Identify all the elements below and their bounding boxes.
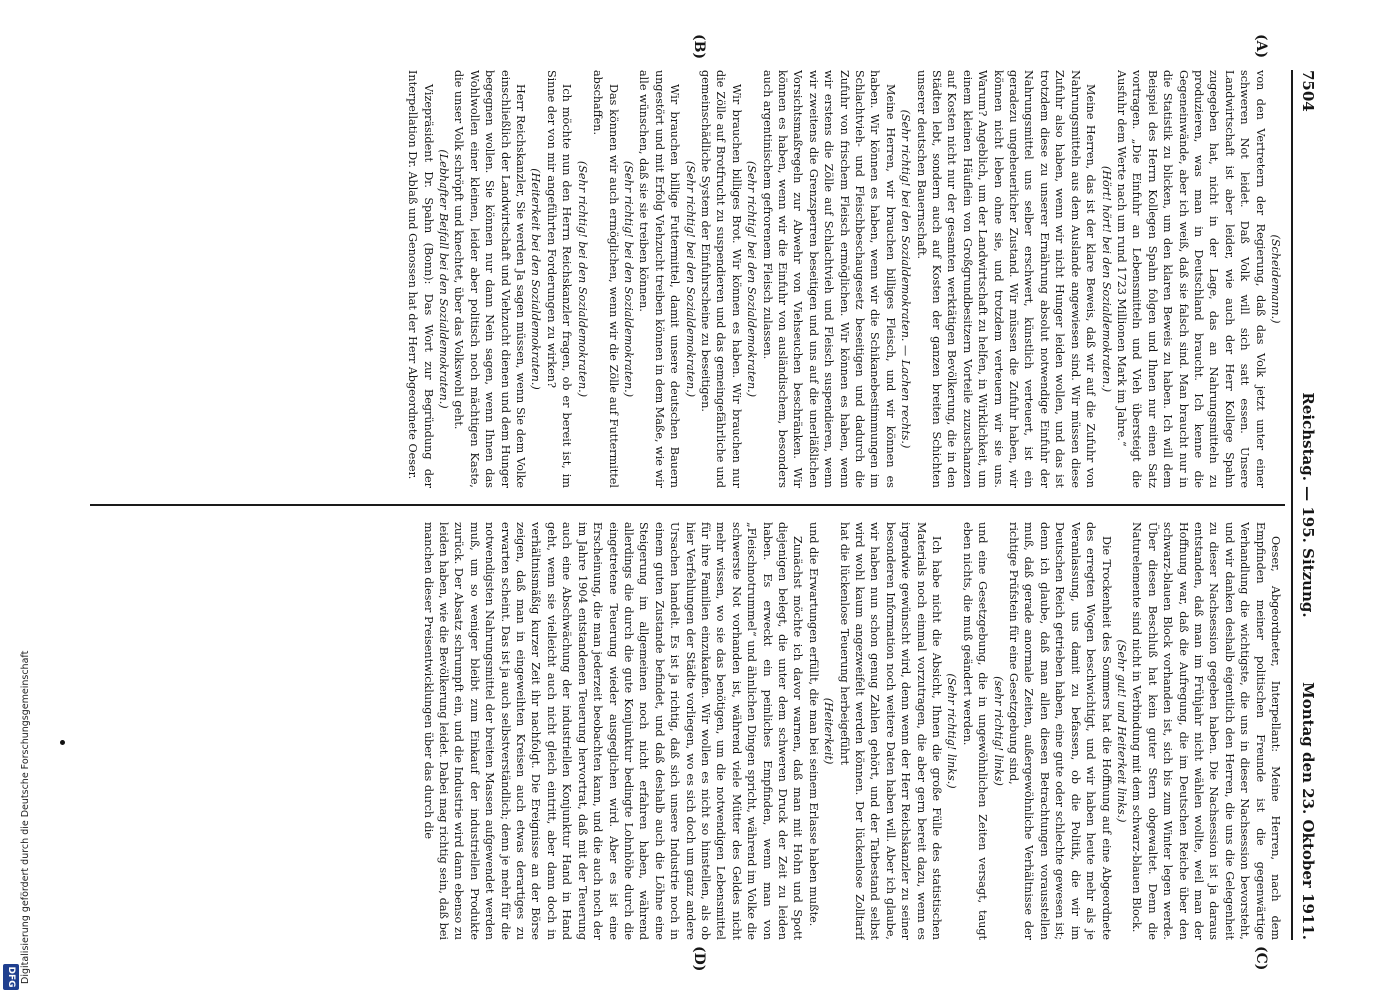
paragraph: Meine Herren, das ist der klare Beweis, daß wir auf die Zufuhr von Nahrungsmitteln aus dem Auslande angewiesen sind. Wir müssen diese Zufuhr also haben, wenn wir nicht Hunger leiden wollen, und das ist trotzdem diese zu unserer Ernährung absolut notwendige Einfuhr der Nahrungsmittel uns selber erschwert, künstlich verteuert, ist ein geradezu ungeheuerlicher Zustand. Wir müssen die Zufuhr haben, wir können nicht leben ohne sie, und trotzdem verteuern wir sie uns. Warum? Angeblich, um der Landwirtschaft zu helfen, in Wirklichkeit, um einem kleinen Häuflein von Großgrundbesitzern Vorteile zuzuschanzen auf Kosten nicht nur der gesamten werktätigen Bevölkerung, die in den Städten lebt, sondern auch auf Kosten der ganzen breiten Schichten unserer deutschen Bauernschaft. (914, 70, 1098, 488)
page-header (1293, 70, 1323, 940)
paragraph: Ich habe nicht die Absicht, Ihnen die große Fülle des statistischen Materials noch einmal vorzutragen, die aber gern bereit dazu, wenn es irgendwie gewünscht wird, denn wenn der Herr Reichskanzler zu seiner besonderen Information noch weitere Daten haben will. Aber ich glaube, wir haben nun schon genug Zahlen gehört, und der Tatbestand selbst wird wohl kaum angezweifelt werden können. Der lückenlose Zolltarif hat die lückenlose Teuerung herbeigeführt (837, 522, 944, 940)
paragraph: Vizepräsident Dr. Spahn (Bonn): Das Wort zur Begründung der Interpellation Dr. Ablaß und Genossen hat der Herr Abgeordnete Oeser. (406, 70, 435, 488)
right-column (93, 522, 1283, 940)
document-sheet (85, 34, 1323, 972)
interjection: (Lebhafter Beifall bei den Sozialdemokraten.) (437, 149, 451, 409)
margin-mark-b: (B) (691, 34, 707, 60)
interjection: (Sehr richtig! bei den Sozialdemokraten.) (745, 160, 759, 398)
paragraph: und eine Gesetzgebung, die in ungewöhnlichen Zeiten versagt, taugt eben nichts, die muß geändert werden. (960, 522, 990, 940)
interjection: (Sehr richtig! bei den Sozialdemokraten.) (621, 160, 635, 398)
interjection: (Heiterkeit bei den Sozialdemokraten.) (529, 168, 543, 390)
left-column (93, 70, 1283, 488)
paragraph: Das können wir auch ermöglichen, wenn wir die Zölle auf Futtermittel abschaffen. (591, 70, 620, 488)
page-number: 7504 (1299, 70, 1317, 112)
interjection: (sehr richtig! links) (991, 676, 1005, 786)
paragraph: und die Erwartungen erfüllt, die man bei seinem Erlasse haben mußte. (806, 522, 820, 927)
session-date: Montag den 23. Oktober 1911. (1299, 682, 1317, 940)
paragraph: Die Trockenheit des Sommers hat die Hoffnung auf eine Abgeordnete des erregten Wogen beschwichtigt, und wir haben heute mehr als je Veranlassung, uns damit zu befassen, ob die Politik, die wir im Deutschen Reich getrieben haben, eine gute oder schlechte gewesen ist; denn ich glaube, daß man allen diesen Betrachtungen vorausstellen muß, daß gerade anormale Zeiten, außergewöhnliche Verhältnisse der richtige Prüfstein für eine Gesetzgebung sind, (1007, 522, 1113, 940)
paragraph: von den Vertretern der Regierung, daß das Volk jetzt unter einer schweren Not leidet. Daß Volk will sich satt essen. Unsere Landwirtschaft ist aber leider, wie auch der Herr Kollege Spahn zugegeben hat, nicht in der Lage, das an Nahrungsmitteln zu produzieren, was man in Deutschland braucht. Ich kenne die Gegeneinwände, aber ich weiß, daß sie falsch sind. Man braucht nur in die Statistik zu blicken, um den klaren Beweis zu haben. Ich will dem Beispiel des Herrn Kollegen Spahn folgen und Ihnen nur einen Satz vortragen. „Die Einfuhr an Lebensmitteln und Vieh übersteigt die Ausfuhr dem Werte nach um rund 1723 Millionen Mark im Jahre.“ (1114, 70, 1267, 488)
margin-mark-a: (A) (1253, 34, 1269, 59)
paragraph: Herr Reichskanzler, Sie werden Ja sagen müssen, wenn Sie dem Volke einschließlich der Landwirtschaft und Viehzucht dienen und dem Hunger begegnen wollen. Sie können nur dann Nein sagen, wenn Ihnen das Wohlwollen einer kleinen, leider aber politisch noch mächtigen Kaste, die unser Volk schröpft und knechtet, über das Volkswohl geht. (452, 70, 528, 488)
interjection: (Sehr gut! und Heiterkeit links.) (1114, 639, 1128, 823)
margin-mark-d: (D) (691, 946, 707, 972)
margin-mark-c: (C) (1253, 946, 1269, 971)
paragraph: Ich möchte nun den Herrn Reichskanzler fragen, ob er bereit ist, im Sinne der von mir angeführten Forderungen zu wirken? (544, 70, 574, 488)
header-rule (1291, 70, 1293, 940)
interjection: (Sehr richtig! bei den Sozialdemokraten.) (575, 160, 589, 398)
paragraph: Oeser, Abgeordneter, Interpellant: Meine Herren, nach dem Empfinden meiner politischen Freunde ist die gegenwärtige Verhandlung die wichtigste, die uns in dieser Nachsession bevorsteht, und wir danken deshalb eigentlich den Herren, die uns die Gelegenheit zu dieser Nachsession gegeben haben. Die Nachsession ist ja daraus entstanden, daß man im Frühjahr nicht wählen wollte, weil man der Hoffnung war, daß die Aufregung, die im Deutschen Reiche über den schwarz-blauen Block vorhanden ist, sich bis zum Winter legen werde. Über diesen Beschluß hat kein guter Stern obgewaltet. Denn die Naturelemente sind nicht in Verbindung mit dem schwarz-blauen Block. (1130, 522, 1282, 940)
interjection: (Sehr richtig! links.) (945, 673, 959, 789)
interjection: (Hört! hört! bei den Sozialdemokraten.) (1099, 165, 1113, 393)
interjection: (Heiterkeit) (822, 697, 836, 765)
paragraph: Zunächst möchte ich davor warnen, daß man mit Hohn und Spott diejenigen belegt, die unter dem schweren Druck der Zeit zu leiden haben. Es erweckt ein peinliches Empfinden, wenn man von „Fleischnotrummel“ und ähnlichen Dingen spricht, während im Volke die schwerste Not vorhanden ist, während viele Mütter des Geldes nicht mehr wissen, wo sie das benötigen, um die notwendigen Lebensmittel für ihre Familien einzukaufen. Wir wollen es nicht so hinstellen, als ob hier Verfehlungen der Städte vorliegen, wo es sich doch um ganz andere Ursachen handelt. Es ist ja richtig, daß sich unsere Industrie noch in einem guten Zustande befindet, und daß deshalb auch die Löhne eine Steigerung im allgemeinen noch nicht erfahren haben, während allerdings die durch die gute Konjunktur bedingte Lohnhöhe durch die eingetretene Teuerung wieder ausgeglichen wird. Aber es ist eine Erscheinung, die man jederzeit beobachten kann, und die auch noch der im Jahre 1904 entstandenen Teuerung hervortrat, daß mit der Teuerung auch eine Abschwächung der industriellen Konjunktur Hand in Hand geht, wenn sie vielleicht auch nicht gleich eintritt, aber dann doch in verhältnismäßig kurzer Zeit ihr nachfolgt. Die Ereignisse an der Börse zeigen, daß man in eingeweihten Kreisen auch etwas derartiges zu erwarten scheint. Das ist ja auch selbstverständlich; denn je mehr für die notwendigsten Nahrungsmittel der breiten Massen aufgewendet werden muß, um so weniger bleibt zum Einkauf der industriellen Produkte zurück. Der Absatz schrumpft ein, und die Industrie wird dann ebenso zu leiden haben, wie die Bevölkerung leidet. Dabei mag richtig sein, daß bei manchen dieser Preisentwicklungen über das durch die (421, 522, 805, 940)
interjection: (Sehr richtig! bei den Sozialdemokraten. — Lachen rechts.) (899, 109, 913, 449)
dfg-logo-text: DFG (6, 966, 16, 988)
digitization-credit-text: Digitalisierung gefördert durch die Deutsche Forschungsgemeinschaft (20, 650, 31, 984)
speaker-continuation: (Scheidemann.) (1269, 234, 1282, 324)
paragraph: Meine Herren, wir brauchen billiges Fleisch, und wir können es haben. Wir können es haben, wenn wir die Schikanebestimmungen im Schlachtvieh- und Fleischbeschaugesetz beseitigen und dadurch die Zufuhr von frischem Fleisch ermöglichen. Wir können es haben, wenn wir erstens die Zölle auf Schlachtvieh und Fleisch suspendieren, wenn wir zweitens die Grenzsperren beseitigen und uns auf die unerläßlichen Vorsichtsmaßregeln zur Abwehr von Viehseuchen beschränken. Wir können es haben, wenn wir die Einfuhr von ausländischem, besonders auch argentinischem gefrorenem Fleisch zulassen. (760, 70, 897, 488)
column-divider (90, 504, 1285, 506)
paragraph: Wir brauchen billiges Brot. Wir können es haben. Wir brauchen nur die Zölle auf Brotfrucht zu suspendieren und das gemeingefährliche und gemeinschädliche System der Einfuhrscheine zu beseitigen. (698, 70, 743, 488)
running-title: Reichstag. — 195. Sitzung. (1299, 392, 1317, 618)
interjection: (Sehr richtig! bei den Sozialdemokraten.) (683, 160, 697, 398)
paragraph: Wir brauchen billige Futtermittel, damit unsere deutschen Bauern ungestört und mit Erfolg Viehzucht treiben können in dem Maße, wie wir alle wünschen, daß sie sie treiben können. (637, 70, 682, 488)
